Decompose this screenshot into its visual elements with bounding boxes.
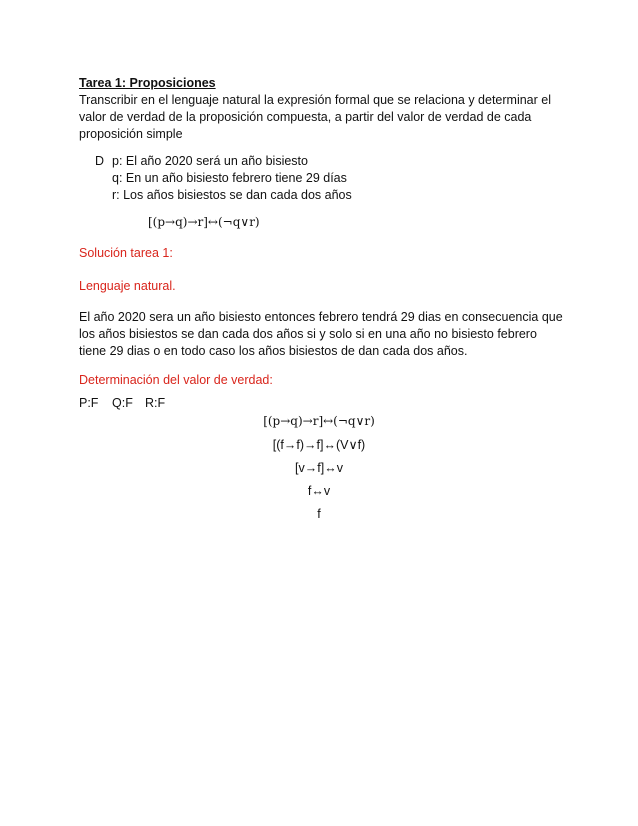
instructions-line-3: proposición simple	[79, 127, 183, 141]
evaluation-step-1: [(p→q)→r]↔(¬q∨r)	[263, 414, 375, 428]
truth-value-r: R:F	[145, 396, 166, 410]
natural-language-line-1: El año 2020 sera un año bisiesto entonces febrero tendrá 29 dias en consecuencia que	[79, 310, 563, 324]
proposition-q: q: En un año bisiesto febrero tiene 29 días	[112, 171, 347, 185]
natural-language-line-3: tiene 29 dias o en todo caso los años bisiestos de dan cada dos años.	[79, 344, 468, 358]
evaluation-step-5: f	[317, 507, 321, 521]
natural-language-line-2: los años bisiestos se dan cada dos años si y solo si en una año no bisiesto febrero	[79, 327, 537, 341]
instructions-line-1: Transcribir en el lenguaje natural la expresión formal que se relaciona y determinar el	[79, 93, 552, 107]
evaluation-step-2: [(f→f)→f]↔(V∨f)	[272, 438, 366, 452]
evaluation-step-4: f↔v	[307, 484, 331, 498]
natural-language-heading: Lenguaje natural.	[79, 279, 176, 293]
page-title: Tarea 1: Proposiciones	[79, 76, 216, 90]
truth-value-q: Q:F	[112, 396, 133, 410]
instructions-line-2: valor de verdad de la proposición compuesta, a partir del valor de verdad de cada	[79, 110, 532, 124]
solution-heading: Solución tarea 1:	[79, 246, 173, 260]
formula-main: [(p→q)→r]↔(¬q∨r)	[148, 215, 260, 229]
evaluation-step-3: [v→f]↔v	[295, 461, 343, 475]
proposition-r: r: Los años bisiestos se dan cada dos años	[112, 188, 352, 202]
truth-value-p: P:F	[79, 396, 99, 410]
proposition-p: p: El año 2020 será un año bisiesto	[112, 154, 308, 168]
proposition-marker: D	[95, 154, 105, 168]
truth-heading: Determinación del valor de verdad:	[79, 373, 273, 387]
